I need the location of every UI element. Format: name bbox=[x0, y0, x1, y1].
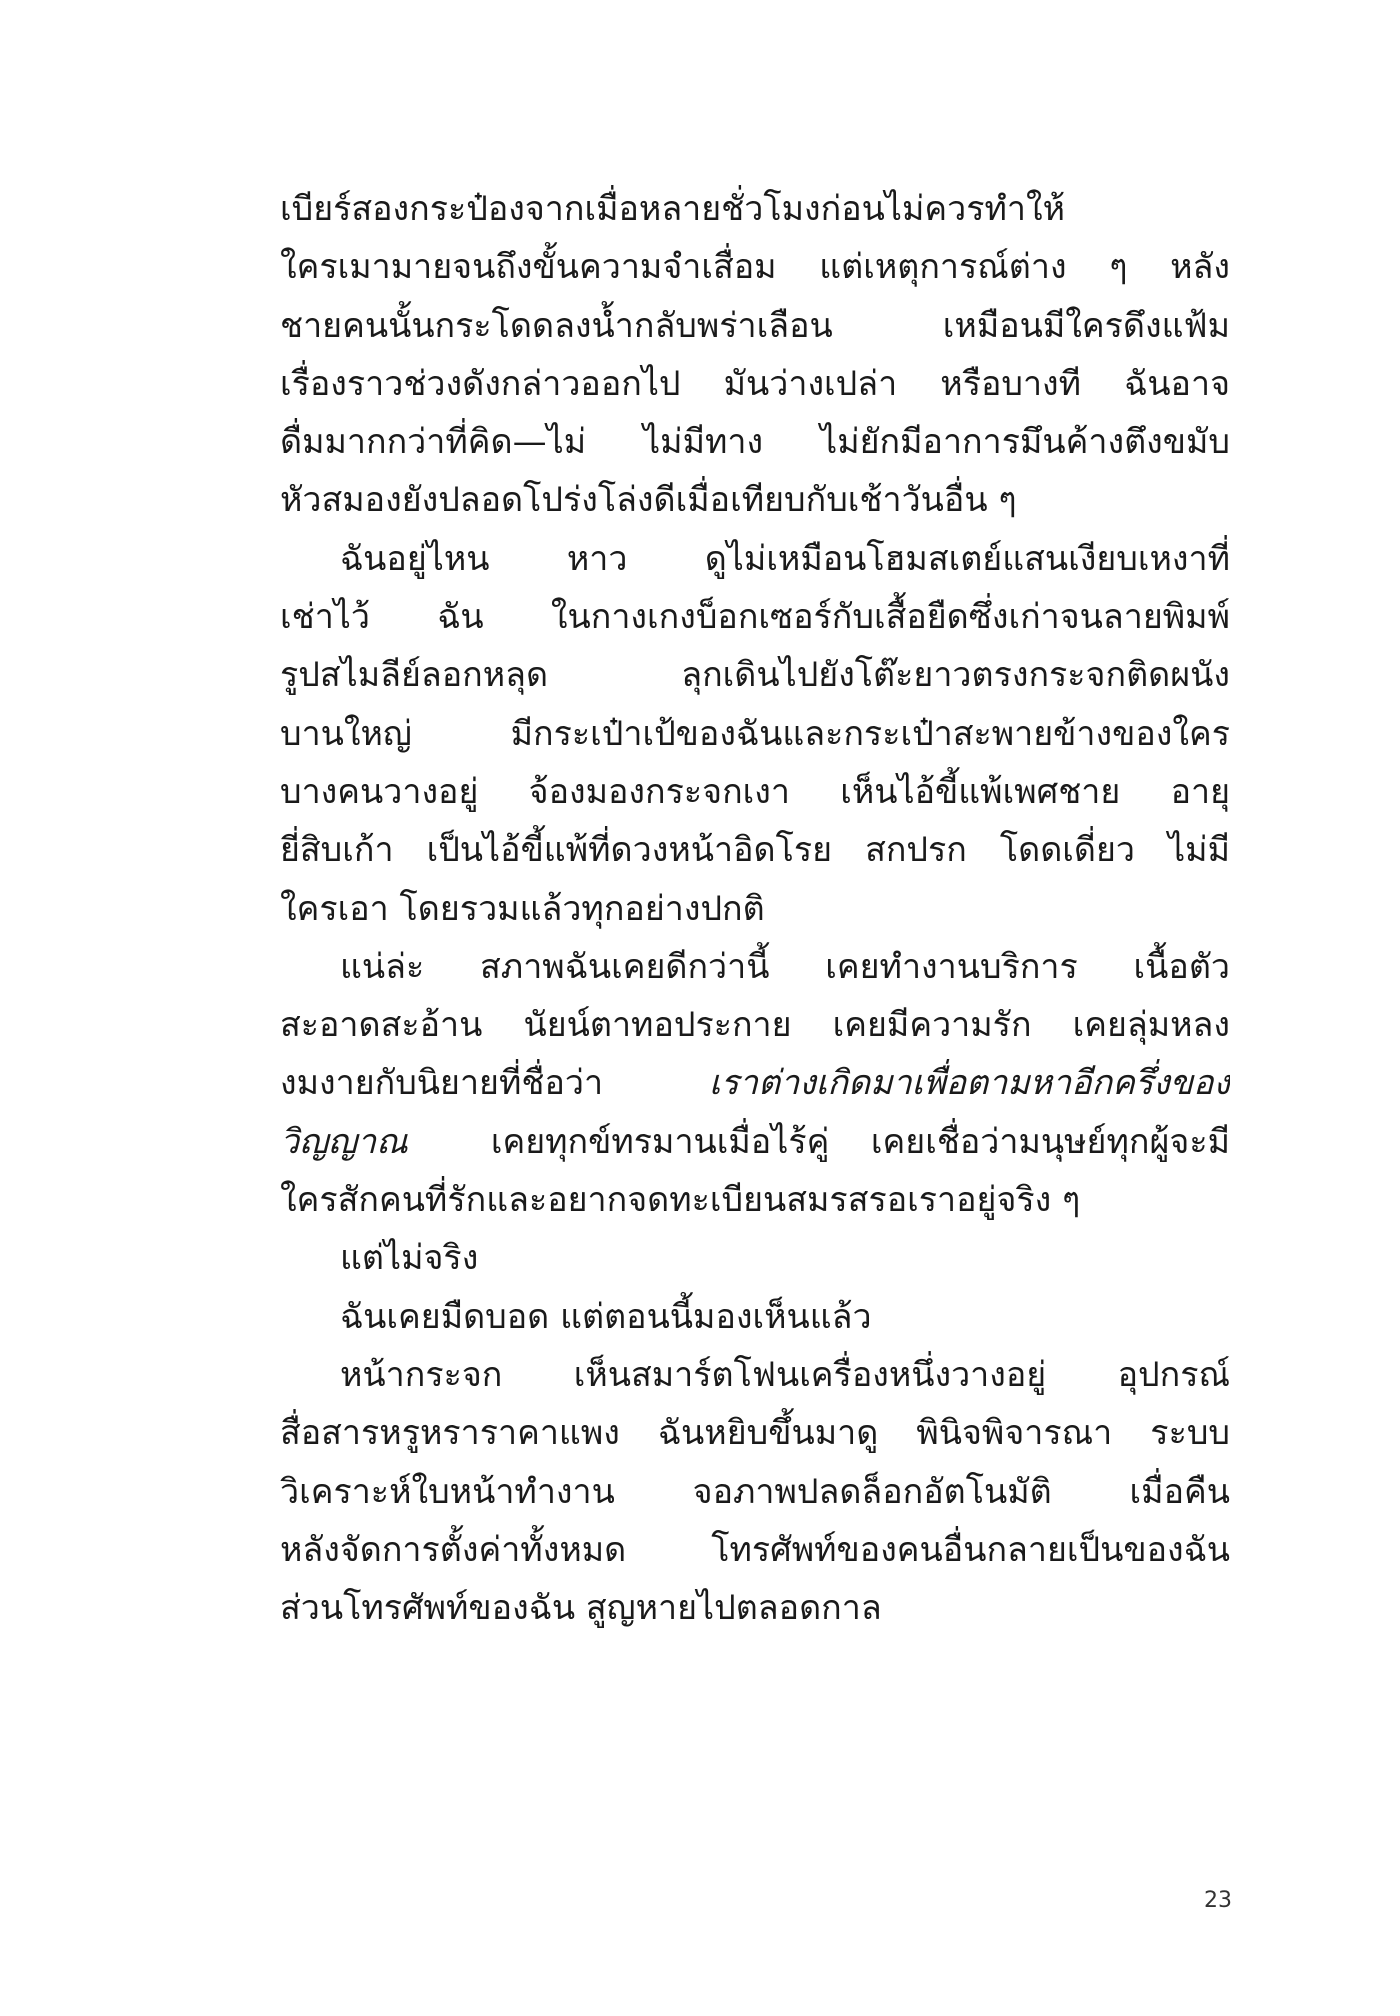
text-line: บางคนวางอยู่ จ้องมองกระจกเงา เห็นไอ้ขี้แพ้เพศชาย อายุ bbox=[280, 771, 1230, 812]
text-line-with-title bbox=[280, 1054, 1230, 1112]
novel-title-part: เราต่างเกิดมาเพื่อตามหาอีกครึ่งของ bbox=[709, 1063, 1230, 1104]
text-line: รูปสไมลีย์ลอกหลุด ลุกเดินไปยังโต๊ะยาวตรงกระจกติดผนัง bbox=[280, 655, 1230, 696]
text-line: ใครเมามายจนถึงขั้นความจำเสื่อม แต่เหตุการณ์ต่าง ๆ หลัง bbox=[280, 247, 1230, 288]
novel-title-part: วิญญาณ bbox=[280, 1121, 408, 1162]
text-line: สะอาดสะอ้าน นัยน์ตาทอประกาย เคยมีความรัก เคยลุ่มหลง bbox=[280, 1005, 1230, 1046]
text-line: ชายคนนั้นกระโดดลงน้ำกลับพร่าเลือน เหมือนมีใครดึงแฟ้ม bbox=[280, 305, 1230, 346]
text-line: ใครสักคนที่รักและอยากจดทะเบียนสมรสรอเราอยู่จริง ๆ bbox=[280, 1180, 1081, 1221]
text-line: ส่วนโทรศัพท์ของฉัน สูญหายไปตลอดกาล bbox=[280, 1588, 882, 1629]
paragraph-first-line: ฉันอยู่ไหน หาว ดูไม่เหมือนโฮมสเตย์แสนเงียบเหงาที่ bbox=[340, 538, 1230, 579]
text-line: บานใหญ่ มีกระเป๋าเป้ของฉันและกระเป๋าสะพายข้างของใคร bbox=[280, 713, 1230, 754]
text-line: สื่อสารหรูหราราคาแพง ฉันหยิบขึ้นมาดู พินิจพิจารณา ระบบ bbox=[280, 1413, 1230, 1454]
text-fragment: งมงายกับนิยายที่ชื่อว่า bbox=[280, 1063, 604, 1104]
text-line: ใครเอา โดยรวมแล้วทุกอย่างปกติ bbox=[280, 888, 765, 929]
text-line: เรื่องราวช่วงดังกล่าวออกไป มันว่างเปล่า หรือบางที ฉันอาจ bbox=[280, 363, 1230, 404]
paragraph-first-line: แต่ไม่จริง bbox=[340, 1238, 479, 1279]
text-fragment: เคยทุกข์ทรมานเมื่อไร้คู่ เคยเชื่อว่ามนุษย์ทุกผู้จะมี bbox=[490, 1121, 1230, 1162]
paragraph-first-line: แน่ล่ะ สภาพฉันเคยดีกว่านี้ เคยทำงานบริการ เนื้อตัว bbox=[340, 946, 1230, 987]
body-text bbox=[280, 180, 1230, 1637]
text-line: หลังจัดการตั้งค่าทั้งหมด โทรศัพท์ของคนอื่นกลายเป็นของฉัน bbox=[280, 1529, 1230, 1570]
paragraph-first-line: ฉันเคยมืดบอด แต่ตอนนี้มองเห็นแล้ว bbox=[340, 1296, 872, 1337]
text-line: วิเคราะห์ใบหน้าทำงาน จอภาพปลดล็อกอัตโนมัติ เมื่อคืน bbox=[280, 1471, 1230, 1512]
text-line: เบียร์สองกระป๋องจากเมื่อหลายชั่วโมงก่อนไม่ควรทำให้ bbox=[280, 189, 1066, 229]
text-line: ยี่สิบเก้า เป็นไอ้ขี้แพ้ที่ดวงหน้าอิดโรย สกปรก โดดเดี่ยว ไม่มี bbox=[280, 830, 1230, 871]
text-line: ดื่มมากกว่าที่คิด—ไม่ ไม่มีทาง ไม่ยักมีอาการมึนค้างตึงขมับ bbox=[280, 422, 1230, 463]
paragraph-first-line: หน้ากระจก เห็นสมาร์ตโฟนเครื่องหนึ่งวางอยู่ อุปกรณ์ bbox=[340, 1354, 1230, 1395]
text-line: เช่าไว้ ฉัน ในกางเกงบ็อกเซอร์กับเสื้อยืดซึ่งเก่าจนลายพิมพ์ bbox=[280, 597, 1230, 638]
text-line-with-title bbox=[280, 1113, 1230, 1171]
page-number: 23 bbox=[1204, 1888, 1232, 1913]
text-line: หัวสมองยังปลอดโปร่งโล่งดีเมื่อเทียบกับเช้าวันอื่น ๆ bbox=[280, 480, 1017, 521]
